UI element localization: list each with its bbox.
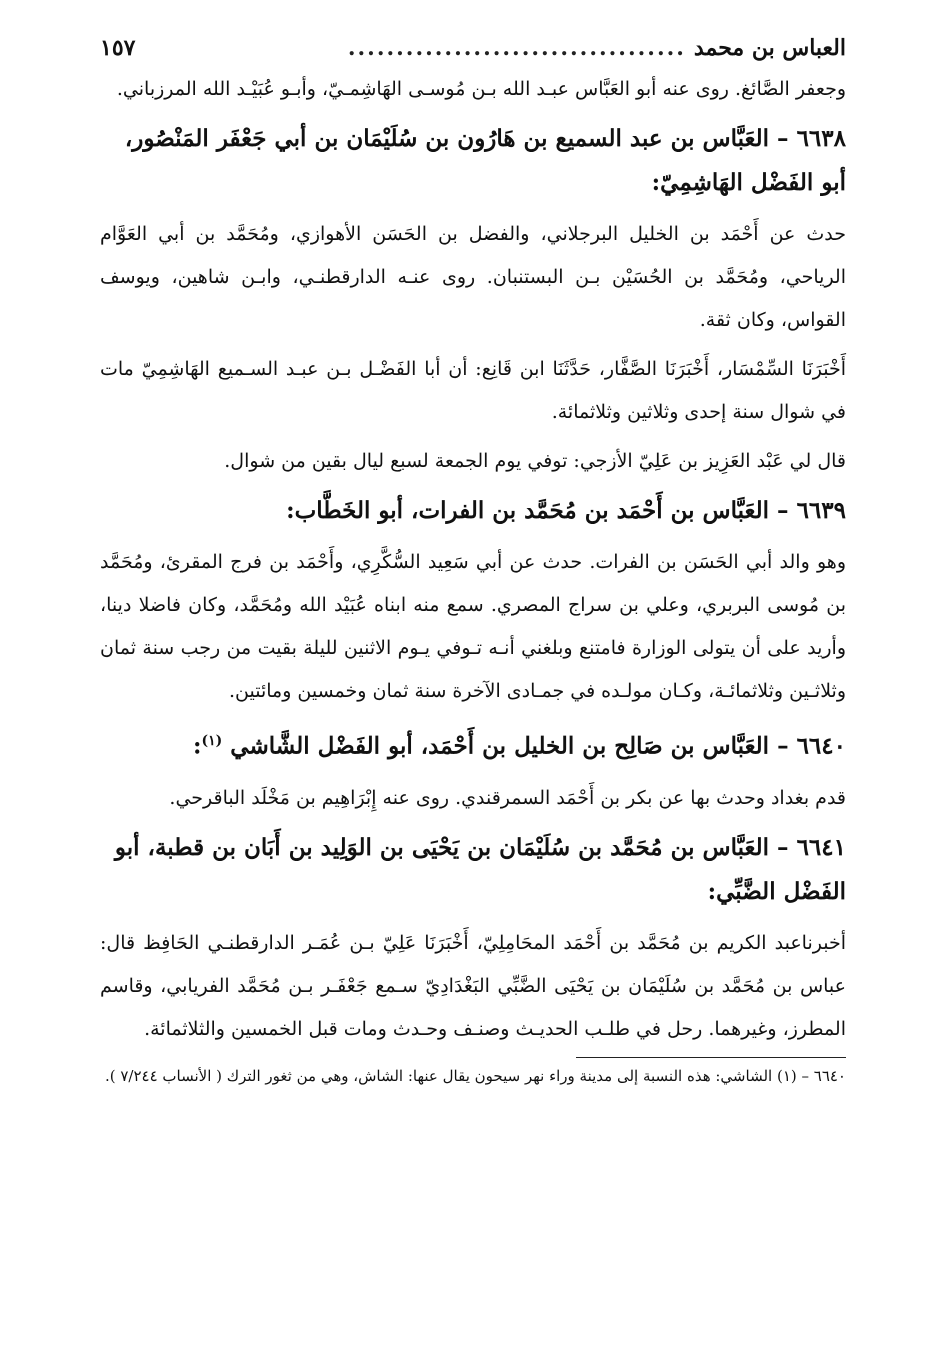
entry-paragraph: أخبرناعبد الكريم بن مُحَمَّد بن أَحْمَد المحَامِلِيّ، أَخْبَرَنَا عَلِيّ بـن عُمَـر الدارقطنـي الحَافِظ قال: عباس بن مُحَمَّد بن سُلَيْمَان بن يَحْيَى الضَّبِّي البَغْدَادِيّ سـمع جَعْفَـر بـن مُحَمَّد الفريابي، وقاسم المطرز، وغيرهما. رحل في طلـب الحديـث وصنـف وحـدث ومات قبل الخمسين والثلاثمائة. <box>100 931 846 1040</box>
page-number: ١٥٧ <box>100 35 136 61</box>
entry-heading: ٦٦٣٨ – العَبَّاس بن عبد السميع بن هَارُون بن سُلَيْمَان بن أبي جَعْفَر المَنْصُور، أبو الفَضْل الهَاشِمِيّ: <box>124 125 846 196</box>
entry-paragraph: أَخْبَرَنَا السِّمْسَار، أَخْبَرَنَا الصَّفَّار، حَدَّثَنَا ابن قَانِع: أن أبا الفَضْـل بـن عبـد السـميع الهَاشِمِيّ مات في شوال سنة إحدى وثلاثين وثلاثمائة. <box>100 358 846 423</box>
book-page <box>100 28 846 1348</box>
entry-heading <box>100 719 846 769</box>
entry-paragraph: وهو والد أبي الحَسَن بن الفرات. حدث عن أبي سَعِيد السُّكَّرِي، وأَحْمَد بن فرج المقرئ، ومُحَمَّد بن مُوسى البربري، وعلي بن سراج المصري. سمع منه ابناه عُبَيْد الله ومُحَمَّد، وكان فاضلا دينا، وأريد على أن يتولى الوزارة فامتنع وبلغني أنـه تـوفي يـوم الاثنين لليلة بقيت من رجب سنة ثمان وثلاثـين وثلاثمائـة، وكـان مولـده في جمـادى الآخرة سنة ثمان وخمسين ومائتين. <box>100 551 846 702</box>
entry-heading: ٦٦٤١ – العَبَّاس بن مُحَمَّد بن سُلَيْمَان بن يَحْيَى بن الوَلِيد بن أَبَان بن قطبة، أبو الفَضْل الضَّبِّي: <box>114 833 846 905</box>
footnote-marker: (١) <box>201 733 223 749</box>
entry-6641 <box>100 826 846 1051</box>
footnote: ٦٦٤٠ – (١) الشاشي: هذه النسبة إلى مدينة وراء نهر سيحون يقال عنها: الشاش، وهي من ثغور الترك ( الأنساب ٧/٢٤٤ ). <box>104 1066 846 1085</box>
entry-6638 <box>100 117 846 483</box>
header-leader-dots: ................................... <box>347 35 686 61</box>
intro-paragraph: وجعفر الصَّائغ. روى عنه أبو العَبَّاس عبـد الله بـن مُوسـى الهَاشِمـيّ، وأبـو عُبَيْـد الله المرزباني. <box>116 78 846 100</box>
entry-heading: ٦٦٣٩ – العَبَّاس بن أَحْمَد بن مُحَمَّد بن الفرات، أبو الخَطَّاب: <box>286 497 846 524</box>
entry-paragraph: حدث عن أَحْمَد بن الخليل البرجلاني، والفضل بن الحَسَن الأهوازي، ومُحَمَّد بن أبي العَوَّام الرياحي، ومُحَمَّد بن الحُسَيْن بـن البستنبان. روى عنـه الدارقطنـي، وابـن شاهين، ويوسف القواس، وكان ثقة. <box>100 223 846 331</box>
footnote-divider <box>576 1057 846 1058</box>
entry-paragraph: قدم بغداد وحدث بها عن بكر بن أَحْمَد السمرقندي. روى عنه إِبْرَاهِيم بن مَخْلَد الباقرحي. <box>169 786 846 809</box>
entry-paragraph: قال لي عَبْد العَزِيز بن عَلِيّ الأزجي: توفي يوم الجمعة لسبع ليال بقين من شوال. <box>224 450 846 472</box>
entry-6639 <box>100 489 846 713</box>
running-header <box>100 28 846 68</box>
header-title: العباس بن محمد <box>693 35 846 61</box>
entry-6640 <box>100 719 846 820</box>
entry-heading-colon: : <box>193 732 202 760</box>
entry-heading-text: ٦٦٤٠ – العَبَّاس بن صَالِح بن الخليل بن أَحْمَد، أبو الفَضْل الشَّاشي <box>230 732 846 760</box>
